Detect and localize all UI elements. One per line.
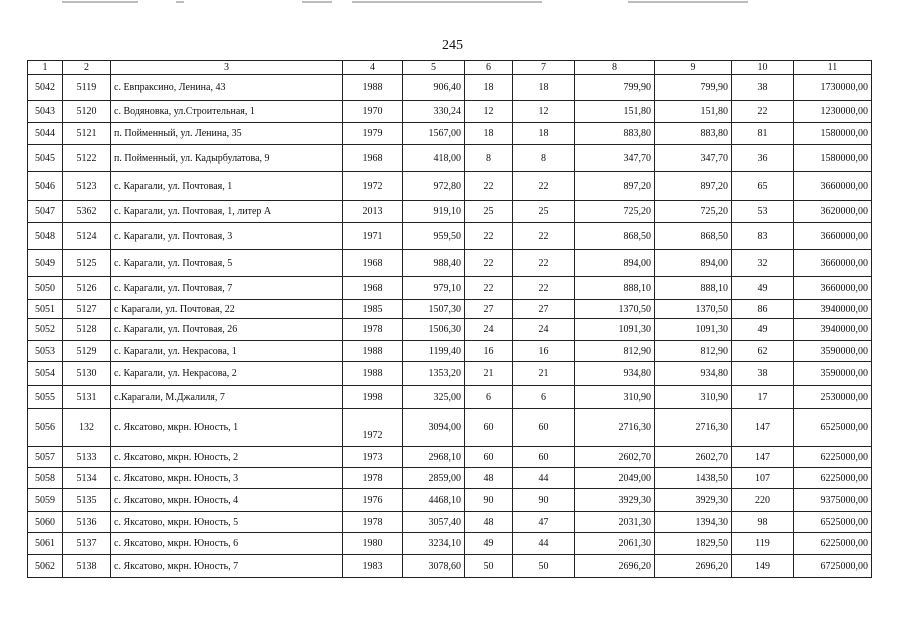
table-cell: 5044 [28, 123, 63, 145]
table-cell: 5125 [63, 250, 111, 277]
table-cell: 38 [732, 75, 794, 101]
table-cell: 1091,30 [575, 319, 655, 341]
table-cell: 60 [465, 447, 513, 468]
table-cell: 3660000,00 [794, 277, 872, 300]
table-cell: 36 [732, 145, 794, 172]
column-header-8: 8 [575, 61, 655, 75]
table-cell: 48 [465, 512, 513, 533]
table-cell: 3590000,00 [794, 362, 872, 386]
table-cell: 1580000,00 [794, 145, 872, 172]
table-cell: 18 [465, 123, 513, 145]
table-row [28, 250, 872, 277]
table-cell: 1972 [343, 409, 403, 447]
table-cell: 5127 [63, 300, 111, 319]
table-cell: 3234,10 [403, 533, 465, 555]
table-cell: 220 [732, 489, 794, 512]
table-cell: с. Яксатово, мкрн. Юность, 7 [111, 555, 343, 578]
table-cell: 2061,30 [575, 533, 655, 555]
table-cell: 3929,30 [575, 489, 655, 512]
table-cell: 5049 [28, 250, 63, 277]
table-cell: с. Водяновка, ул.Строительная, 1 [111, 101, 343, 123]
table-cell: 1353,20 [403, 362, 465, 386]
table-cell: 1978 [343, 512, 403, 533]
table-cell: 347,70 [575, 145, 655, 172]
table-cell: 5133 [63, 447, 111, 468]
table-cell: 5045 [28, 145, 63, 172]
table-cell: 5128 [63, 319, 111, 341]
table-cell: 868,50 [655, 223, 732, 250]
table-cell: 18 [513, 123, 575, 145]
table-cell: 1370,50 [655, 300, 732, 319]
table-cell: 86 [732, 300, 794, 319]
property-table [27, 60, 872, 578]
table-cell: 90 [513, 489, 575, 512]
table-row [28, 386, 872, 409]
table-cell: 60 [513, 447, 575, 468]
table-cell: 24 [465, 319, 513, 341]
column-header-4: 4 [343, 61, 403, 75]
table-cell: 3590000,00 [794, 341, 872, 362]
table-cell: 1998 [343, 386, 403, 409]
table-cell: 81 [732, 123, 794, 145]
table-cell: 22 [465, 250, 513, 277]
table-row [28, 201, 872, 223]
table-cell: 6725000,00 [794, 555, 872, 578]
table-cell: 972,80 [403, 172, 465, 201]
table-cell: 5058 [28, 468, 63, 489]
table-cell: 1988 [343, 362, 403, 386]
table-cell: 5062 [28, 555, 63, 578]
table-cell: 812,90 [575, 341, 655, 362]
table-cell: 25 [465, 201, 513, 223]
table-cell: 5043 [28, 101, 63, 123]
table-cell: 16 [465, 341, 513, 362]
table-cell: 906,40 [403, 75, 465, 101]
table-cell: с. Карагали, ул. Некрасова, 2 [111, 362, 343, 386]
table-row [28, 319, 872, 341]
table-cell: 24 [513, 319, 575, 341]
table-cell: 22 [465, 223, 513, 250]
table-cell: 1370,50 [575, 300, 655, 319]
table-cell: 5059 [28, 489, 63, 512]
table-cell: 1394,30 [655, 512, 732, 533]
table-cell: 5123 [63, 172, 111, 201]
table-cell: 22 [732, 101, 794, 123]
table-cell: 5136 [63, 512, 111, 533]
table-cell: 1730000,00 [794, 75, 872, 101]
table-cell: 5060 [28, 512, 63, 533]
table-cell: 1979 [343, 123, 403, 145]
table-cell: 5124 [63, 223, 111, 250]
table-cell: 3620000,00 [794, 201, 872, 223]
table-row [28, 409, 872, 447]
table-cell: 5134 [63, 468, 111, 489]
table-cell: 5054 [28, 362, 63, 386]
table-cell: 5051 [28, 300, 63, 319]
table-cell: 151,80 [575, 101, 655, 123]
table-cell: 5042 [28, 75, 63, 101]
table-cell: 894,00 [655, 250, 732, 277]
table-cell: 49 [732, 277, 794, 300]
table-cell: 1985 [343, 300, 403, 319]
table-cell: с Карагали, ул. Почтовая, 22 [111, 300, 343, 319]
table-row [28, 512, 872, 533]
page-number: 245 [442, 38, 463, 53]
table-cell: 888,10 [575, 277, 655, 300]
column-header-9: 9 [655, 61, 732, 75]
table-row [28, 223, 872, 250]
table-row [28, 75, 872, 101]
table-cell: 98 [732, 512, 794, 533]
table-cell: 6225000,00 [794, 533, 872, 555]
table-cell: 1971 [343, 223, 403, 250]
table-cell: 5055 [28, 386, 63, 409]
table-cell: 2859,00 [403, 468, 465, 489]
table-cell: 5129 [63, 341, 111, 362]
table-cell: 3929,30 [655, 489, 732, 512]
table-cell: с. Яксатово, мкрн. Юность, 4 [111, 489, 343, 512]
table-cell: 883,80 [655, 123, 732, 145]
table-cell: 3094,00 [403, 409, 465, 447]
table-cell: 2696,20 [655, 555, 732, 578]
table-row [28, 447, 872, 468]
table-cell: 897,20 [655, 172, 732, 201]
table-cell: 132 [63, 409, 111, 447]
table-cell: 149 [732, 555, 794, 578]
table-cell: с. Карагали, ул. Почтовая, 7 [111, 277, 343, 300]
table-header-row [28, 61, 872, 75]
table-cell: 22 [513, 250, 575, 277]
table-cell: 1829,50 [655, 533, 732, 555]
table-cell: 12 [465, 101, 513, 123]
table-cell: 1978 [343, 468, 403, 489]
table-cell: 151,80 [655, 101, 732, 123]
table-cell: 27 [513, 300, 575, 319]
table-row [28, 123, 872, 145]
table-cell: 1506,30 [403, 319, 465, 341]
table-cell: 22 [465, 277, 513, 300]
table-cell: 5057 [28, 447, 63, 468]
table-cell: с.Карагали, М.Джалиля, 7 [111, 386, 343, 409]
table-cell: с. Яксатово, мкрн. Юность, 1 [111, 409, 343, 447]
table-cell: 5135 [63, 489, 111, 512]
table-cell: 2602,70 [655, 447, 732, 468]
table-cell: 16 [513, 341, 575, 362]
table-row [28, 555, 872, 578]
table-cell: 3660000,00 [794, 223, 872, 250]
table-cell: 979,10 [403, 277, 465, 300]
table-cell: 1972 [343, 172, 403, 201]
table-cell: 8 [513, 145, 575, 172]
table-cell: 1968 [343, 277, 403, 300]
table-cell: 5047 [28, 201, 63, 223]
table-cell: 894,00 [575, 250, 655, 277]
table-cell: 5131 [63, 386, 111, 409]
table-cell: 5130 [63, 362, 111, 386]
table-cell: 22 [513, 172, 575, 201]
table-cell: с. Яксатово, мкрн. Юность, 6 [111, 533, 343, 555]
table-cell: п. Пойменный, ул. Ленина, 35 [111, 123, 343, 145]
table-cell: 12 [513, 101, 575, 123]
table-cell: 147 [732, 409, 794, 447]
table-cell: 919,10 [403, 201, 465, 223]
table-cell: 62 [732, 341, 794, 362]
table-cell: с. Карагали, ул. Некрасова, 1 [111, 341, 343, 362]
table-cell: с. Карагали, ул. Почтовая, 1 [111, 172, 343, 201]
table-cell: 799,90 [655, 75, 732, 101]
table-row [28, 300, 872, 319]
table-cell: с. Яксатово, мкрн. Юность, 5 [111, 512, 343, 533]
table-cell: 1968 [343, 145, 403, 172]
table-cell: 2696,20 [575, 555, 655, 578]
table-cell: 2530000,00 [794, 386, 872, 409]
table-cell: 2716,30 [655, 409, 732, 447]
table-cell: 6 [513, 386, 575, 409]
table-cell: 883,80 [575, 123, 655, 145]
column-header-5: 5 [403, 61, 465, 75]
table-cell: 22 [465, 172, 513, 201]
table-cell: 21 [465, 362, 513, 386]
table-cell: 5126 [63, 277, 111, 300]
table-cell: 1988 [343, 75, 403, 101]
table-cell: 3078,60 [403, 555, 465, 578]
table-cell: 6225000,00 [794, 447, 872, 468]
table-cell: 5048 [28, 223, 63, 250]
table-cell: 6225000,00 [794, 468, 872, 489]
table-cell: 347,70 [655, 145, 732, 172]
table-cell: с. Карагали, ул. Почтовая, 1, литер А [111, 201, 343, 223]
column-header-10: 10 [732, 61, 794, 75]
table-cell: 44 [513, 468, 575, 489]
table-cell: 725,20 [575, 201, 655, 223]
table-cell: 18 [513, 75, 575, 101]
table-cell: 6525000,00 [794, 512, 872, 533]
table-cell: 8 [465, 145, 513, 172]
column-header-1: 1 [28, 61, 63, 75]
table-cell: 1567,00 [403, 123, 465, 145]
table-cell: 83 [732, 223, 794, 250]
table-cell: 49 [732, 319, 794, 341]
table-cell: 1988 [343, 341, 403, 362]
table-cell: 21 [513, 362, 575, 386]
table-cell: 6 [465, 386, 513, 409]
table-cell: 5362 [63, 201, 111, 223]
table-cell: 22 [513, 277, 575, 300]
table-cell: 310,90 [575, 386, 655, 409]
table-row [28, 533, 872, 555]
table-row [28, 145, 872, 172]
table-row [28, 277, 872, 300]
table-cell: 5050 [28, 277, 63, 300]
column-header-11: 11 [794, 61, 872, 75]
table-cell: 25 [513, 201, 575, 223]
table-cell: с. Карагали, ул. Почтовая, 3 [111, 223, 343, 250]
table-cell: 1580000,00 [794, 123, 872, 145]
table-cell: 5052 [28, 319, 63, 341]
table-cell: 934,80 [655, 362, 732, 386]
table-cell: 47 [513, 512, 575, 533]
table-cell: с. Яксатово, мкрн. Юность, 3 [111, 468, 343, 489]
table-cell: 50 [513, 555, 575, 578]
column-header-6: 6 [465, 61, 513, 75]
table-cell: 53 [732, 201, 794, 223]
table-cell: 934,80 [575, 362, 655, 386]
table-cell: 2049,00 [575, 468, 655, 489]
table-cell: 988,40 [403, 250, 465, 277]
table-cell: 44 [513, 533, 575, 555]
table-cell: 107 [732, 468, 794, 489]
table-cell: 888,10 [655, 277, 732, 300]
table-cell: 897,20 [575, 172, 655, 201]
table-cell: 418,00 [403, 145, 465, 172]
table-cell: 325,00 [403, 386, 465, 409]
table-cell: 5056 [28, 409, 63, 447]
table-cell: 38 [732, 362, 794, 386]
table-cell: 5120 [63, 101, 111, 123]
table-cell: 32 [732, 250, 794, 277]
table-row [28, 489, 872, 512]
table-cell: 27 [465, 300, 513, 319]
table-cell: 3940000,00 [794, 300, 872, 319]
table-row [28, 172, 872, 201]
table-cell: 2602,70 [575, 447, 655, 468]
table-cell: 50 [465, 555, 513, 578]
table-cell: 725,20 [655, 201, 732, 223]
table-cell: 5137 [63, 533, 111, 555]
table-cell: с. Карагали, ул. Почтовая, 26 [111, 319, 343, 341]
table-cell: 5122 [63, 145, 111, 172]
table-cell: 1978 [343, 319, 403, 341]
scan-artifact-marks [0, 0, 905, 6]
table-cell: 1438,50 [655, 468, 732, 489]
table-cell: 60 [465, 409, 513, 447]
table-cell: 5119 [63, 75, 111, 101]
table-row [28, 362, 872, 386]
table-cell: 6525000,00 [794, 409, 872, 447]
table-cell: 1970 [343, 101, 403, 123]
table-cell: 1091,30 [655, 319, 732, 341]
table-row [28, 101, 872, 123]
table-cell: 2031,30 [575, 512, 655, 533]
table-body [28, 75, 872, 578]
table-cell: 1199,40 [403, 341, 465, 362]
table-cell: 147 [732, 447, 794, 468]
table-cell: 60 [513, 409, 575, 447]
column-header-2: 2 [63, 61, 111, 75]
table-cell: 959,50 [403, 223, 465, 250]
table-cell: 5061 [28, 533, 63, 555]
table-cell: 1976 [343, 489, 403, 512]
table-cell: 812,90 [655, 341, 732, 362]
table-cell: п. Пойменный, ул. Кадырбулатова, 9 [111, 145, 343, 172]
table-cell: 1968 [343, 250, 403, 277]
table-cell: 5053 [28, 341, 63, 362]
table-cell: 5138 [63, 555, 111, 578]
table-cell: 49 [465, 533, 513, 555]
table-cell: 90 [465, 489, 513, 512]
table-cell: 119 [732, 533, 794, 555]
table-cell: 799,90 [575, 75, 655, 101]
table-cell: 5046 [28, 172, 63, 201]
column-header-3: 3 [111, 61, 343, 75]
table-cell: 22 [513, 223, 575, 250]
table-cell: 2716,30 [575, 409, 655, 447]
table-cell: 3940000,00 [794, 319, 872, 341]
table-cell: 3660000,00 [794, 172, 872, 201]
table-cell: 17 [732, 386, 794, 409]
table-cell: с. Евпраксино, Ленина, 43 [111, 75, 343, 101]
table-cell: 1230000,00 [794, 101, 872, 123]
table-cell: 18 [465, 75, 513, 101]
table-cell: 1980 [343, 533, 403, 555]
table-cell: 65 [732, 172, 794, 201]
table-cell: 5121 [63, 123, 111, 145]
table-cell: 3660000,00 [794, 250, 872, 277]
table-cell: 330,24 [403, 101, 465, 123]
table-cell: с. Яксатово, мкрн. Юность, 2 [111, 447, 343, 468]
table-cell: 868,50 [575, 223, 655, 250]
column-header-7: 7 [513, 61, 575, 75]
table-cell: 1983 [343, 555, 403, 578]
table-cell: 2968,10 [403, 447, 465, 468]
table-cell: 1973 [343, 447, 403, 468]
table-row [28, 341, 872, 362]
table-cell: 4468,10 [403, 489, 465, 512]
table-cell: с. Карагали, ул. Почтовая, 5 [111, 250, 343, 277]
table-cell: 48 [465, 468, 513, 489]
table-cell: 3057,40 [403, 512, 465, 533]
table-cell: 310,90 [655, 386, 732, 409]
table-cell: 9375000,00 [794, 489, 872, 512]
table-cell: 1507,30 [403, 300, 465, 319]
table-cell: 2013 [343, 201, 403, 223]
table-row [28, 468, 872, 489]
